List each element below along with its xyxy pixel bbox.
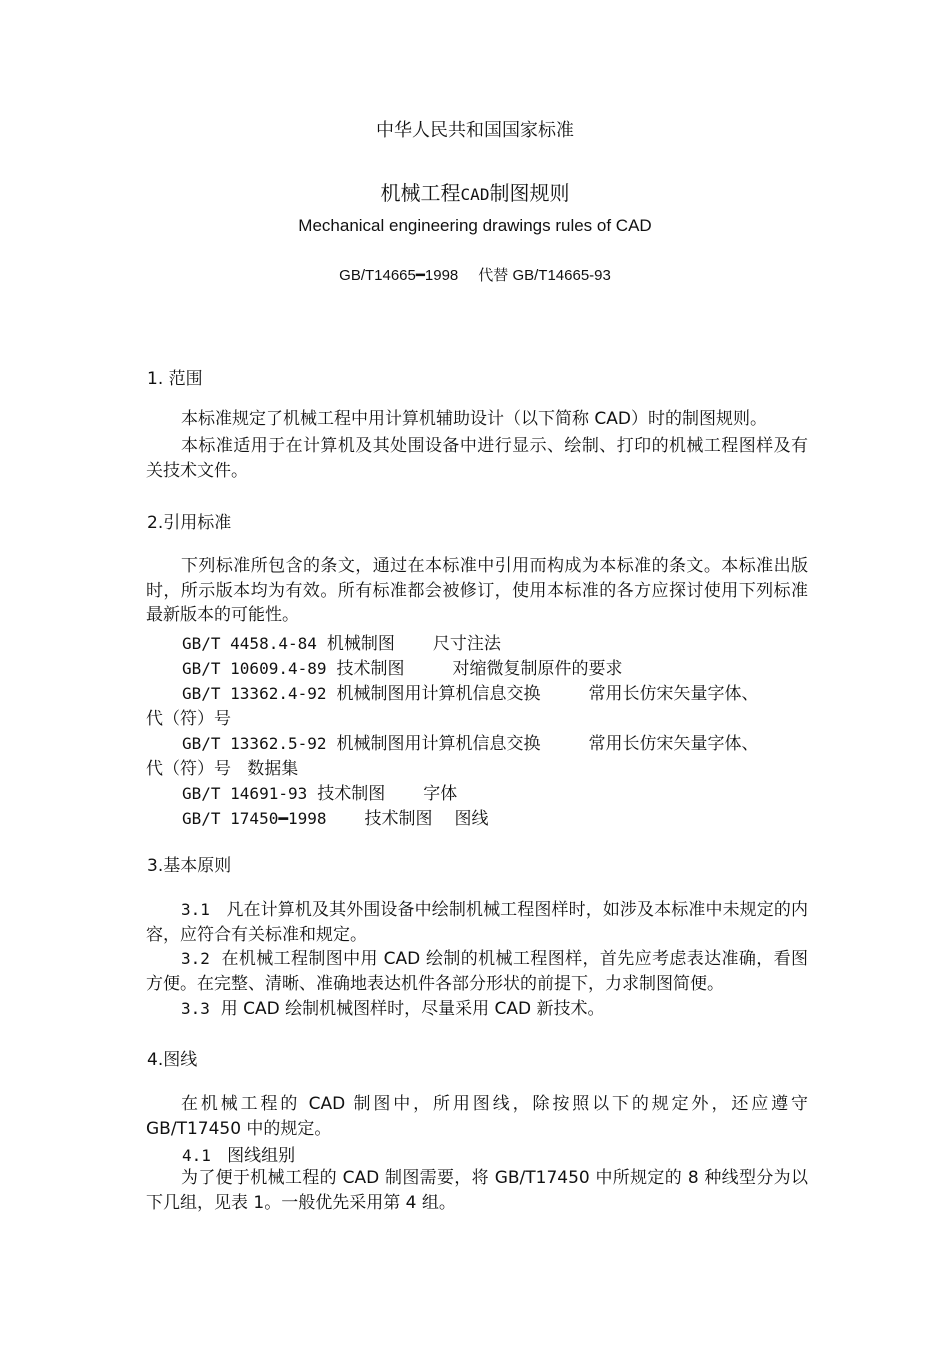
english-title: Mechanical engineering drawings rules of CAD [298,216,652,235]
reference-title: 机械制图用计算机信息交换 [336,684,541,704]
paragraph-line-groups: 为了便于机械工程的 CAD 制图需要，将 GB/T17450 中所规定的 8 种线型分为以下几组，见表 1。一般优先采用第 4 组。 [146,1168,808,1213]
reference-title: 机械制图用计算机信息交换 [336,734,541,754]
replaces-code: 代替 GB/T14665-93 [478,267,611,284]
section-heading-lines: 4.图线 [147,1050,198,1070]
reference-item [182,779,457,804]
paragraph-scope-1: 本标准规定了机械工程中用计算机辅助设计（以下简称 CAD）时的制图规则。 [181,409,767,429]
reference-subtitle: 字体 [423,784,458,804]
reference-item [182,679,759,704]
subsection-title: 图线组别 [227,1146,296,1166]
title-suffix: 制图规则 [489,181,570,205]
reference-item [182,629,501,654]
standard-code-line [0,264,950,285]
reference-title: 技术制图 [364,809,433,829]
reference-item [182,729,759,754]
principle-item [146,898,808,947]
reference-subtitle: 对缩微复制原件的要求 [452,659,623,679]
reference-item [182,654,623,679]
principle-text: 凡在计算机及其外围设备中绘制机械工程图样时，如涉及本标准中未规定的内容，应符合有关标准和规定。 [146,900,809,945]
subsection-number: 4.1 [182,1146,211,1165]
reference-code: GB/T 17450━1998 [182,809,327,828]
document-title [0,177,950,206]
reference-code: GB/T 10609.4-89 [182,659,327,678]
paragraph-lines: 在机械工程的 CAD 制图中，所用图线，除按照以下的规定外，还应遵守 GB/T17450 中的规定。 [146,1094,808,1139]
principle-item [146,947,808,996]
issuing-organization: 中华人民共和国国家标准 [376,120,574,141]
reference-item [182,804,489,829]
reference-subtitle: 尺寸注法 [432,634,501,654]
reference-code: GB/T 14691-93 [182,784,308,803]
principle-item [146,997,808,1022]
reference-title: 技术制图 [336,659,405,679]
paragraph-scope-2: 本标准适用于在计算机及其处围设备中进行显示、绘制、打印的机械工程图样及有关技术文件。 [146,436,808,481]
title-cad: CAD [460,185,490,204]
section-heading-scope: 1. 范围 [147,369,203,389]
principle-number: 3.2 [181,949,210,968]
reference-continuation: 代（符）号 [146,709,231,729]
reference-title: 技术制图 [317,784,386,804]
subsection-heading [182,1141,295,1166]
reference-code: GB/T 4458.4-84 [182,634,317,653]
reference-subtitle: 常用长仿宋矢量字体、 [588,684,759,704]
reference-subtitle: 图线 [454,809,489,829]
principle-number: 3.3 [181,999,210,1018]
section-heading-principles: 3.基本原则 [147,856,232,876]
paragraph-references: 下列标准所包含的条文，通过在本标准中引用而构成为本标准的条文。本标准出版时，所示版本均为有效。所有标准都会被修订，使用本标准的各方应探讨使用下列标准最新版本的可能性。 [146,556,808,625]
reference-continuation: 代（符）号 数据集 [146,759,299,779]
reference-title: 机械制图 [326,634,395,654]
principle-number: 3.1 [181,900,210,919]
reference-subtitle: 常用长仿宋矢量字体、 [588,734,759,754]
standard-code: GB/T14665━1998 [339,267,459,284]
principle-text: 在机械工程制图中用 CAD 绘制的机械工程图样，首先应考虑表达准确，看图方便。在完整、清晰、准确地表达机件各部分形状的前提下，力求制图简便。 [146,949,808,994]
section-heading-references: 2.引用标准 [147,513,232,533]
reference-code: GB/T 13362.5-92 [182,734,327,753]
title-prefix: 机械工程 [380,181,461,205]
reference-code: GB/T 13362.4-92 [182,684,327,703]
principle-text: 用 CAD 绘制机械图样时，尽量采用 CAD 新技术。 [220,999,605,1019]
